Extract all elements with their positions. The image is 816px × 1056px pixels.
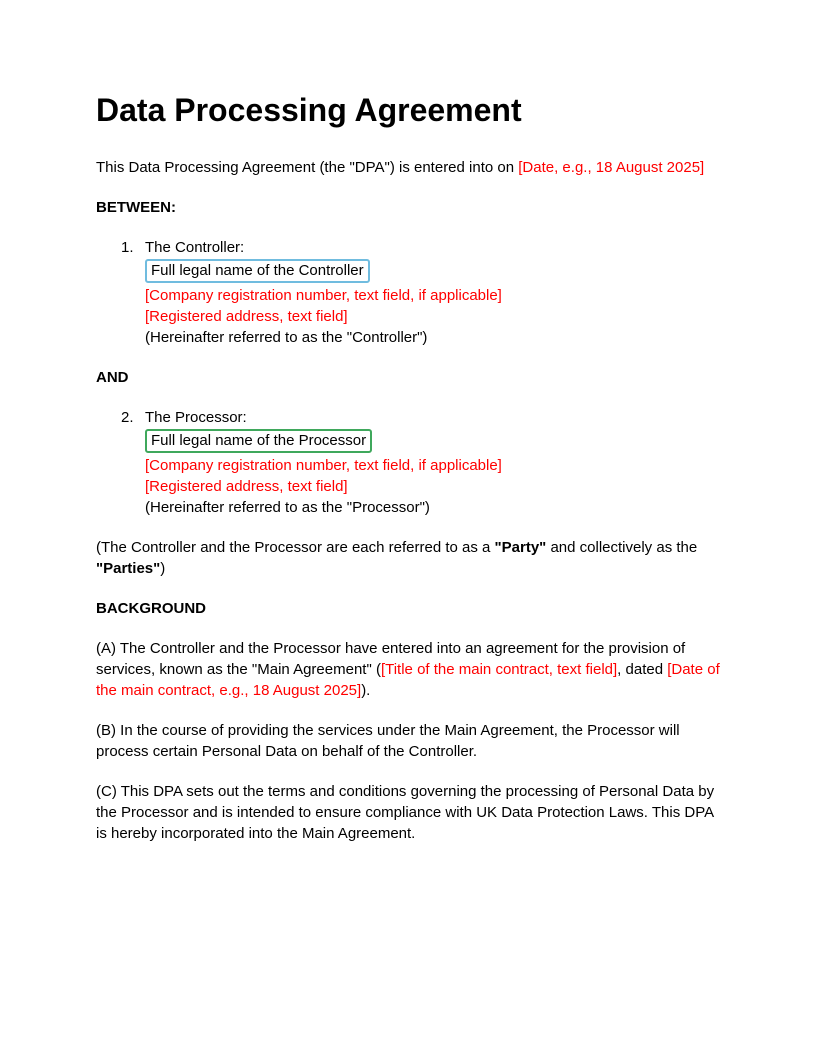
background-heading: BACKGROUND	[96, 600, 206, 618]
processor-role-line: The Processor:	[145, 409, 247, 427]
processor-hereinafter-line: (Hereinafter referred to as the "Processor")	[145, 499, 430, 517]
controller-hereinafter-line: (Hereinafter referred to as the "Controller")	[145, 329, 428, 347]
processor-party-item	[96, 407, 720, 518]
recital-b-paragraph: (B) In the course of providing the services under the Main Agreement, the Processor will process certain Personal Data on behalf of the Controller.	[96, 722, 680, 761]
party-bold-term: "Party"	[494, 539, 547, 557]
recital-a-paragraph	[96, 638, 720, 701]
list-number: 1.	[121, 239, 134, 257]
document-title: Data Processing Agreement	[96, 92, 522, 128]
intro-text: This Data Processing Agreement (the "DPA") is entered into on	[96, 159, 519, 177]
processor-party-content	[145, 407, 720, 518]
controller-address-placeholder: [Registered address, text field]	[145, 308, 348, 326]
processor-field-line	[145, 428, 720, 455]
recital-a-date-placeholder: [Date of the main contract, e.g., 18 August 2025]	[96, 661, 720, 700]
controller-party-item	[96, 237, 720, 348]
controller-role-line: The Controller:	[145, 239, 245, 257]
controller-registration-placeholder: [Company registration number, text field, if applicable]	[145, 287, 502, 305]
processor-registration-placeholder: [Company registration number, text field, if applicable]	[145, 457, 502, 475]
between-heading: BETWEEN:	[96, 199, 176, 217]
controller-party-content	[145, 237, 720, 348]
party-clause-after: )	[160, 560, 166, 578]
list-number: 2.	[121, 409, 134, 427]
recital-c-paragraph: (C) This DPA sets out the terms and conditions governing the processing of Personal Data by the Processor and is intended to ensure compliance with UK Data Protection Laws. This DPA is hereby incorporated into the Main Agreement.	[96, 783, 715, 843]
processor-address-placeholder: [Registered address, text field]	[145, 478, 348, 496]
recital-a-middle-text: , dated	[617, 661, 668, 679]
controller-field-line	[145, 258, 720, 285]
recital-a-title-placeholder: [Title of the main contract, text field]	[380, 661, 618, 679]
party-clause-middle: and collectively as the	[546, 539, 698, 557]
and-heading: AND	[96, 369, 129, 387]
processor-party-block	[96, 407, 720, 518]
parties-bold-term: "Parties"	[96, 560, 161, 578]
intro-paragraph	[96, 157, 720, 178]
recital-a-end-text: ).	[361, 682, 371, 700]
controller-party-block	[96, 237, 720, 348]
party-definition-paragraph	[96, 537, 720, 579]
party-clause-before: (The Controller and the Processor are each referred to as a	[96, 539, 495, 557]
intro-date-placeholder: [Date, e.g., 18 August 2025]	[518, 159, 705, 177]
recital-a-text: (A) The Controller and the Processor have entered into an agreement for the provision of services, known as the "Main Agreement" (	[96, 640, 686, 679]
processor-name-field[interactable]: Full legal name of the Processor	[145, 429, 372, 453]
controller-name-field[interactable]: Full legal name of the Controller	[145, 259, 370, 283]
